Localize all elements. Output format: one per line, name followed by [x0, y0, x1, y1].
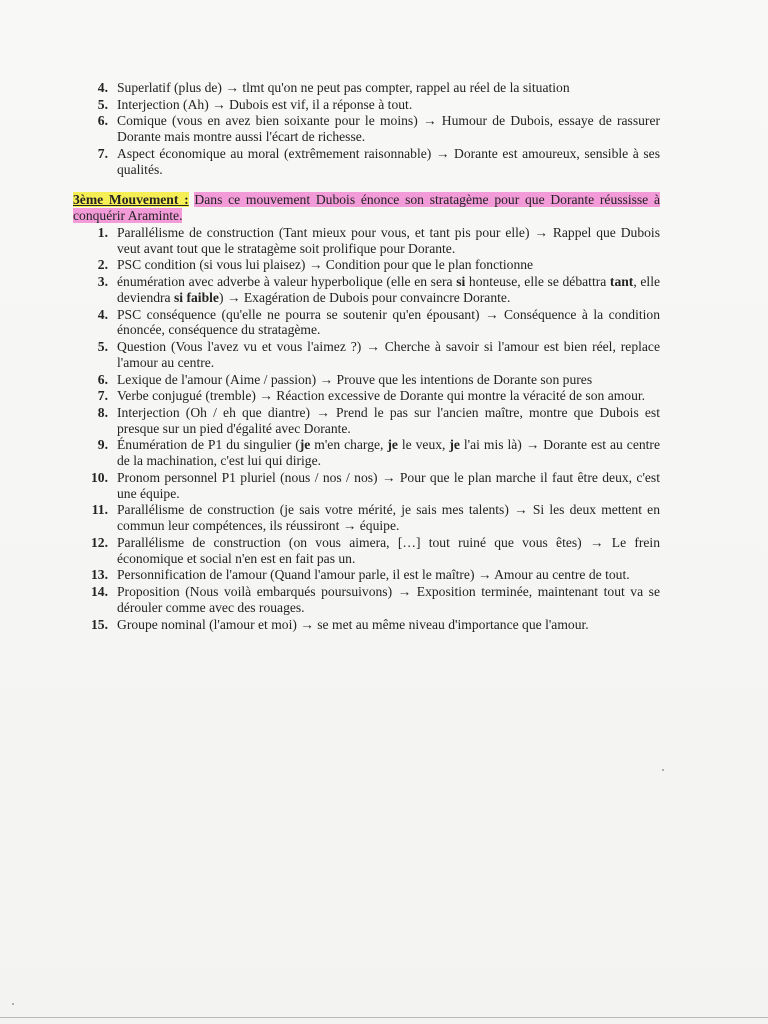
item-text	[117, 584, 660, 615]
list-item	[73, 388, 660, 404]
item-text-run: Question (Vous l'avez vu et vous l'aimez ?) → Cherche à savoir si l'amour est bien réel, replace l'amour au centre.	[117, 339, 660, 370]
item-text-run: le veux,	[397, 437, 450, 453]
item-number: 6.	[97, 371, 108, 387]
list-item	[73, 535, 660, 567]
item-text-run: Parallélisme de construction (je sais votre mérité, je sais mes talents) → Si les deux mettent en commun leur compétences, ils réussiront → équipe.	[117, 502, 660, 534]
item-number: 2.	[97, 257, 108, 273]
item-text-bold: si faible	[174, 289, 219, 305]
item-text	[117, 617, 589, 632]
list-item	[73, 146, 660, 178]
list-item	[73, 567, 660, 583]
movement-heading-label: 3ème Mouvement :	[73, 192, 189, 207]
item-text-bold: je	[449, 437, 460, 453]
third-movement-list	[73, 225, 660, 633]
item-number: 5.	[97, 339, 108, 355]
scan-speck	[662, 769, 664, 771]
item-text-run: ) → Exagération de Dubois pour convaincre Dorante.	[218, 289, 511, 305]
item-number: 4.	[97, 306, 108, 322]
item-text	[117, 113, 660, 144]
item-number: 6.	[97, 113, 108, 129]
item-text	[117, 97, 412, 112]
item-text-run: , elle deviendra	[117, 274, 661, 305]
item-number: 8.	[97, 405, 108, 420]
item-text-bold: je	[299, 437, 311, 453]
item-text-run: m'en charge,	[310, 437, 388, 453]
item-text	[117, 307, 660, 338]
item-text-run: Superlatif (plus de) → tlmt qu'on ne peut pas compter, rappel au réel de la situation	[117, 80, 570, 95]
item-text	[117, 372, 592, 387]
item-text-run: Lexique de l'amour (Aime / passion) → Prouve que les intentions de Dorante son pures	[117, 371, 593, 387]
list-item	[73, 80, 660, 96]
list-item	[73, 225, 660, 257]
item-text	[117, 502, 660, 533]
item-text-run: PSC condition (si vous lui plaisez) → Condition pour que le plan fonctionne	[117, 257, 534, 273]
list-item	[73, 405, 660, 437]
analysis-list-continued	[73, 80, 660, 178]
list-item	[73, 274, 660, 306]
item-text-run: Pronom personnel P1 pluriel (nous / nos / nos) → Pour que le plan marche il faut être deux, c'est une équipe.	[117, 469, 660, 501]
item-text-run: Personnification de l'amour (Quand l'amour parle, il est le maître) → Amour au centre de tout.	[117, 567, 630, 583]
list-item	[73, 437, 660, 469]
item-text-run: Interjection (Ah) → Dubois est vif, il a réponse à tout.	[117, 96, 413, 112]
item-text	[117, 225, 660, 256]
item-text-run: honteuse, elle se débattra	[465, 274, 610, 290]
item-text	[117, 405, 660, 436]
item-text	[117, 146, 660, 177]
item-text-run: PSC conséquence (qu'elle ne pourra se soutenir qu'en épousant) → Conséquence à la condition énoncée, conséquence du stratagème.	[117, 306, 660, 338]
item-text-run: énumération avec adverbe à valeur hyperbolique (elle en sera	[117, 274, 457, 290]
item-number: 9.	[97, 437, 108, 453]
list-item	[73, 307, 660, 339]
scan-edge-line	[0, 1017, 768, 1018]
list-item	[73, 257, 660, 273]
item-text-run: Énumération de P1 du singulier (	[117, 437, 300, 453]
item-number: 7.	[97, 145, 108, 161]
item-text	[117, 257, 533, 272]
item-number: 4.	[97, 80, 108, 95]
item-text-bold: je	[387, 437, 398, 453]
list-item	[73, 617, 660, 633]
item-text	[117, 80, 570, 95]
item-number: 14.	[91, 584, 108, 600]
item-text	[117, 339, 660, 370]
movement-heading	[73, 192, 660, 224]
movement-heading-text: Dans ce mouvement Dubois énonce son stratagème pour que Dorante réussisse à conquérir Araminte.	[73, 192, 660, 223]
list-item	[73, 470, 660, 502]
item-text	[117, 274, 660, 305]
item-number: 11.	[91, 502, 108, 518]
scan-speck	[12, 1003, 14, 1005]
item-number: 7.	[97, 388, 108, 404]
item-number: 3.	[97, 274, 108, 290]
item-text-bold: si	[456, 274, 466, 290]
item-text-run: Proposition (Nous voilà embarqués poursuivons) → Exposition terminée, maintenant tout va se dérouler comme avec des rouages.	[117, 584, 660, 615]
item-number: 12.	[91, 534, 108, 550]
item-text-run: Comique (vous en avez bien soixante pour le moins) → Humour de Dubois, essaye de rassurer Dorante mais montre aussi l'écart de richesse.	[117, 113, 660, 145]
item-text-run: Groupe nominal (l'amour et moi) → se met au même niveau d'importance que l'amour.	[117, 616, 589, 632]
item-text-run: l'ai mis là) → Dorante est au centre de la machination, c'est lui qui dirige.	[117, 437, 660, 469]
item-text-run: Parallélisme de construction (on vous aimera, […] tout ruiné que vous êtes) → Le frein économique et social n'en est en fait pas un.	[117, 534, 660, 566]
item-text	[117, 567, 630, 582]
item-text	[117, 470, 660, 501]
item-number: 13.	[91, 567, 108, 583]
item-text-run: Verbe conjugué (tremble) → Réaction excessive de Dorante qui montre la véracité de son amour.	[117, 388, 646, 404]
item-text-bold: tant	[609, 274, 634, 290]
list-item	[73, 584, 660, 616]
item-text-run: Interjection (Oh / eh que diantre) → Prend le pas sur l'ancien maître, montre que Dubois est presque sur un pied d'égalité avec Dorante.	[117, 405, 660, 436]
item-number: 15.	[91, 616, 108, 632]
item-text-run: Aspect économique au moral (extrêmement raisonnable) → Dorante est amoureux, sensible à ses qualités.	[117, 145, 660, 177]
item-number: 10.	[91, 469, 108, 485]
list-item	[73, 372, 660, 388]
item-text	[117, 388, 645, 403]
item-text	[117, 535, 660, 566]
item-number: 5.	[97, 96, 108, 112]
list-item	[73, 113, 660, 145]
list-item	[73, 97, 660, 113]
list-item	[73, 502, 660, 534]
item-text-run: Parallélisme de construction (Tant mieux pour vous, et tant pis pour elle) → Rappel que Dubois veut avant tout que le stratagème soit prolifique pour Dorante.	[117, 225, 660, 256]
item-text	[117, 437, 660, 468]
list-item	[73, 339, 660, 371]
item-number: 1.	[97, 225, 108, 240]
